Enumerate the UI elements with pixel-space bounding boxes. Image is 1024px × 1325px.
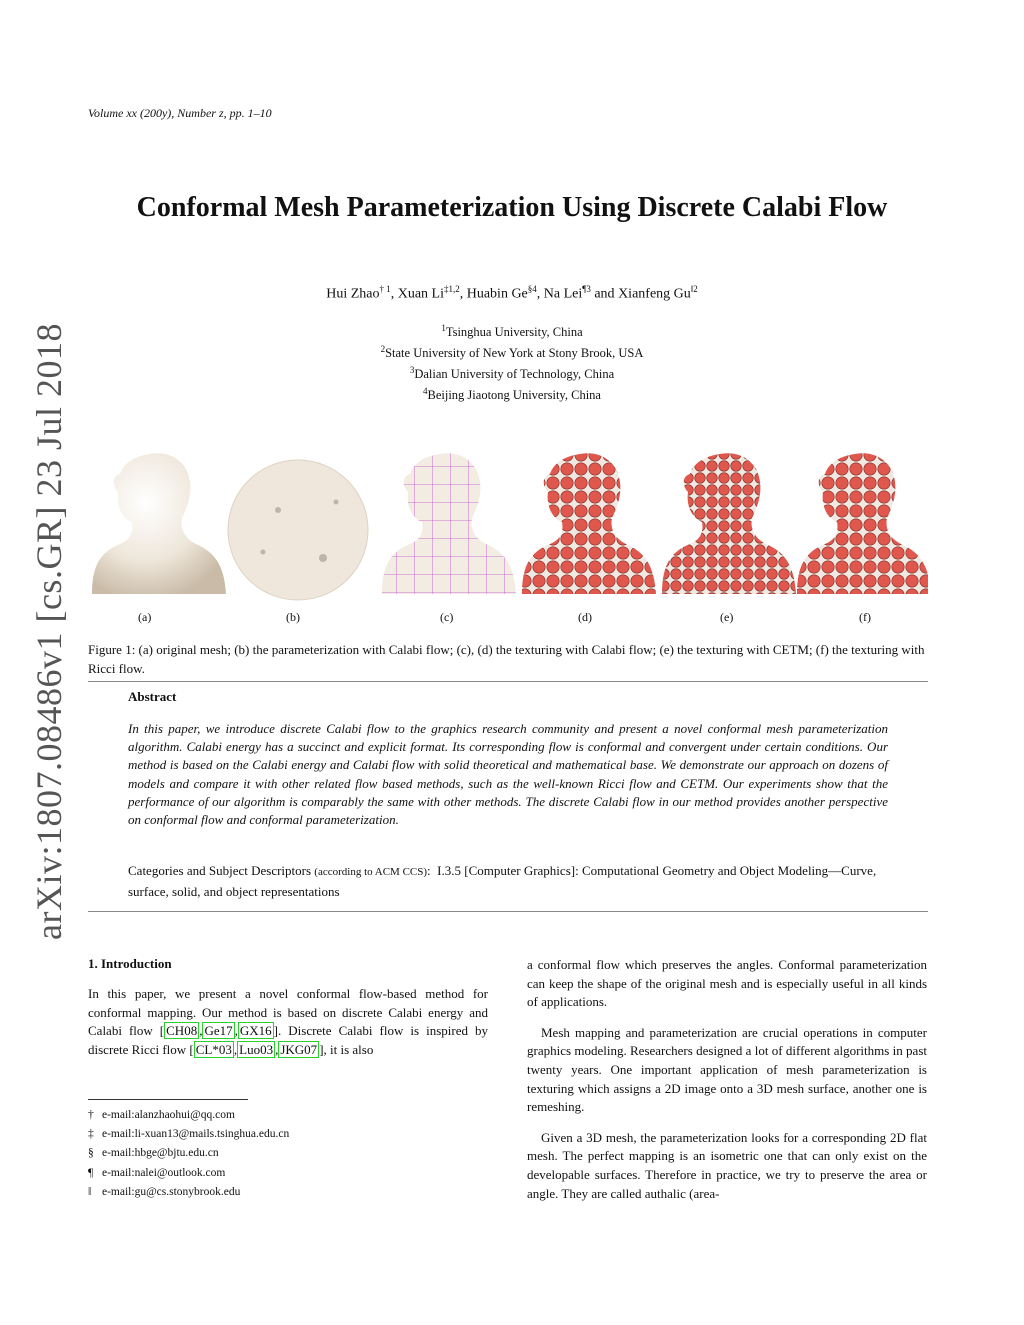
footnote-email: e-mail:alanzhaohui@qq.com — [102, 1109, 235, 1121]
paragraph: In this paper, we present a novel conformal flow-based method for conformal mapping. Our method is based on discrete Calabi energy and Calabi flow [ CH08 , Ge17 , GX16 ]. Discrete Calabi flow is inspired by discrete Ricci flow [ CL*03 , Luo03 , JKG07 ], it is also — [88, 986, 488, 1057]
paragraph: Given a 3D mesh, the parameterization looks for a corresponding 2D flat mesh. The perfect mapping is an isometric one that can only exist on the developable surfaces. Therefore in practice, we try to preserve the area or angle. They are called authalic (area- — [527, 1129, 927, 1201]
author-mark: ¶3 — [582, 284, 591, 294]
affil-text: Tsinghua University, China — [445, 325, 583, 340]
arxiv-stamp: arXiv:1807.08486v1 [cs.GR] 23 Jul 2018 — [29, 323, 69, 940]
sublabel-c: (c) — [440, 610, 454, 624]
footnote — [88, 1183, 289, 1202]
separator: , — [459, 286, 467, 302]
sublabel-d: (d) — [578, 610, 592, 624]
left-column — [88, 985, 488, 1071]
sublabel-a: (a) — [138, 610, 152, 624]
sublabel-b: (b) — [286, 610, 300, 624]
footnote — [88, 1125, 289, 1144]
divider — [88, 681, 928, 682]
author-name: Xianfeng Gu — [618, 286, 691, 302]
panel-e — [662, 453, 796, 594]
footnotes — [88, 1106, 289, 1202]
footnote-rule — [88, 1099, 248, 1100]
panel-d — [522, 453, 656, 594]
separator: , — [536, 286, 544, 302]
author-name: Hui Zhao — [326, 286, 380, 302]
affil-text: Dalian University of Technology, China — [414, 367, 615, 382]
abstract-text: In this paper, we introduce discrete Calabi flow to the graphics research community and present a novel conformal mesh parameterization algorithm. Calabi energy has a succinct and explicit format. Its corresponding flow is conformal and convergent under certain conditions. Our method is based on the Calabi energy and Calabi flow with solid theoretical and mathematical base. We demonstrate our approach on dozens of models and compare it with other related flow based methods, such as the well-known Ricci flow and CETM. Our experiments show that the performance of our algorithm is comparably the same with other methods. The discrete Calabi flow in our method provides another perspective on conformal flow and conformal parameterization. — [128, 721, 888, 828]
citation-link[interactable]: CH08 — [166, 1023, 198, 1039]
footnote — [88, 1144, 289, 1163]
affiliation — [0, 320, 1024, 341]
figure-1 — [88, 440, 928, 610]
journal-line: Volume xx (200y), Number z, pp. 1–10 — [88, 106, 272, 120]
footnote — [88, 1106, 289, 1125]
panel-b — [228, 460, 368, 600]
affil-num: 2 — [380, 344, 386, 355]
separator: , — [390, 286, 398, 302]
affil-text: State University of New York at Stony Brook, USA — [385, 346, 644, 361]
paragraph: a conformal flow which preserves the angles. Conformal parameterization can keep the shape of the original mesh and is especially useful in all kinds of applications. — [527, 957, 927, 1010]
footnote-email: e-mail:gu@cs.stonybrook.edu — [102, 1185, 241, 1198]
footnote — [88, 1164, 289, 1183]
author-mark: ‖2 — [690, 284, 698, 294]
ccs-descriptors: Categories and Subject Descriptors (according to ACM CCS): I.3.5 [Computer Graphics]: Computational Geometry and Object Modeling—Curve, surface, solid, and object representations — [128, 863, 877, 899]
footnote-symbol: ‡ — [88, 1128, 94, 1141]
citation-link[interactable]: CL*03 — [195, 1041, 232, 1057]
citation-link[interactable]: GX16 — [239, 1023, 272, 1039]
footnote-symbol: ‖ — [88, 1185, 92, 1198]
citation-link[interactable]: Luo03 — [239, 1041, 274, 1057]
panel-f — [797, 453, 928, 594]
footnote-email: e-mail:li-xuan13@mails.tsinghua.edu.cn — [102, 1128, 290, 1141]
section-heading: 1. Introduction — [88, 956, 172, 971]
panel-c — [382, 453, 516, 594]
sublabel-f: (f) — [859, 610, 871, 624]
citation-link[interactable]: Ge17 — [204, 1023, 233, 1039]
footnote-symbol: § — [88, 1147, 94, 1160]
affil-num: 4 — [423, 386, 428, 397]
author-name: Na Lei — [543, 286, 583, 302]
author-list — [0, 284, 1024, 303]
ccs-label: Categories and Subject Descriptors — [128, 863, 312, 878]
divider — [88, 911, 928, 912]
affil-num: 1 — [441, 323, 446, 333]
ccs-note: (according to ACM CCS) — [314, 866, 428, 878]
affil-text: Beijing Jiaotong University, China — [427, 388, 601, 403]
text-run: ], it is also — [319, 1041, 374, 1057]
affiliation — [0, 383, 1024, 404]
author-mark: † 1 — [379, 284, 391, 294]
paragraph: Mesh mapping and parameterization are crucial operations in computer graphics modeling. Researchers designed a lot of different algorithms in past twenty years. One important application of mesh parameterization is texturing which assigns a 2D image onto a 3D mesh surface, another one is remeshing. — [527, 1024, 927, 1115]
author-mark: §4 — [527, 284, 537, 294]
affil-num: 3 — [409, 365, 415, 376]
author-name: Xuan Li — [397, 286, 444, 302]
affiliation — [0, 341, 1024, 362]
figure-caption: Figure 1: (a) original mesh; (b) the parameterization with Calabi flow; (c), (d) the texturing with Calabi flow; (e) the texturing with CETM; (f) the texturing with Ricci flow. — [88, 642, 925, 676]
paper-title: Conformal Mesh Parameterization Using Discrete Calabi Flow — [136, 192, 888, 223]
affiliations — [0, 320, 1024, 405]
panel-a — [92, 453, 226, 594]
footnote-email: e-mail:nalei@outlook.com — [102, 1166, 226, 1179]
footnote-symbol: ¶ — [88, 1166, 94, 1179]
text-run: In this paper, we present a novel conformal flow-based method for conformal mapping. Our method is based on discrete Calabi energy and Calabi flow [ — [88, 986, 488, 1039]
author-mark: ‡1,2 — [443, 284, 460, 294]
text-run: ]. Discrete Calabi flow is inspired by discrete Ricci flow [ — [88, 1023, 488, 1057]
ccs-text: I.3.5 [Computer Graphics]: Computational Geometry and Object Modeling—Curve, surface, solid, and object representations — [128, 863, 877, 899]
affiliation — [0, 362, 1024, 383]
right-column — [527, 956, 927, 1215]
figure-1-panels — [88, 440, 928, 610]
citation-link[interactable]: JKG07 — [280, 1041, 318, 1057]
footnote-email: e-mail:hbge@bjtu.edu.cn — [102, 1147, 219, 1160]
sublabel-e: (e) — [720, 610, 734, 624]
separator: and — [590, 286, 619, 302]
abstract-heading: Abstract — [128, 689, 177, 704]
figure-sublabels — [88, 610, 928, 628]
author-name: Huabin Ge — [466, 286, 528, 302]
footnote-symbol: † — [88, 1109, 94, 1121]
